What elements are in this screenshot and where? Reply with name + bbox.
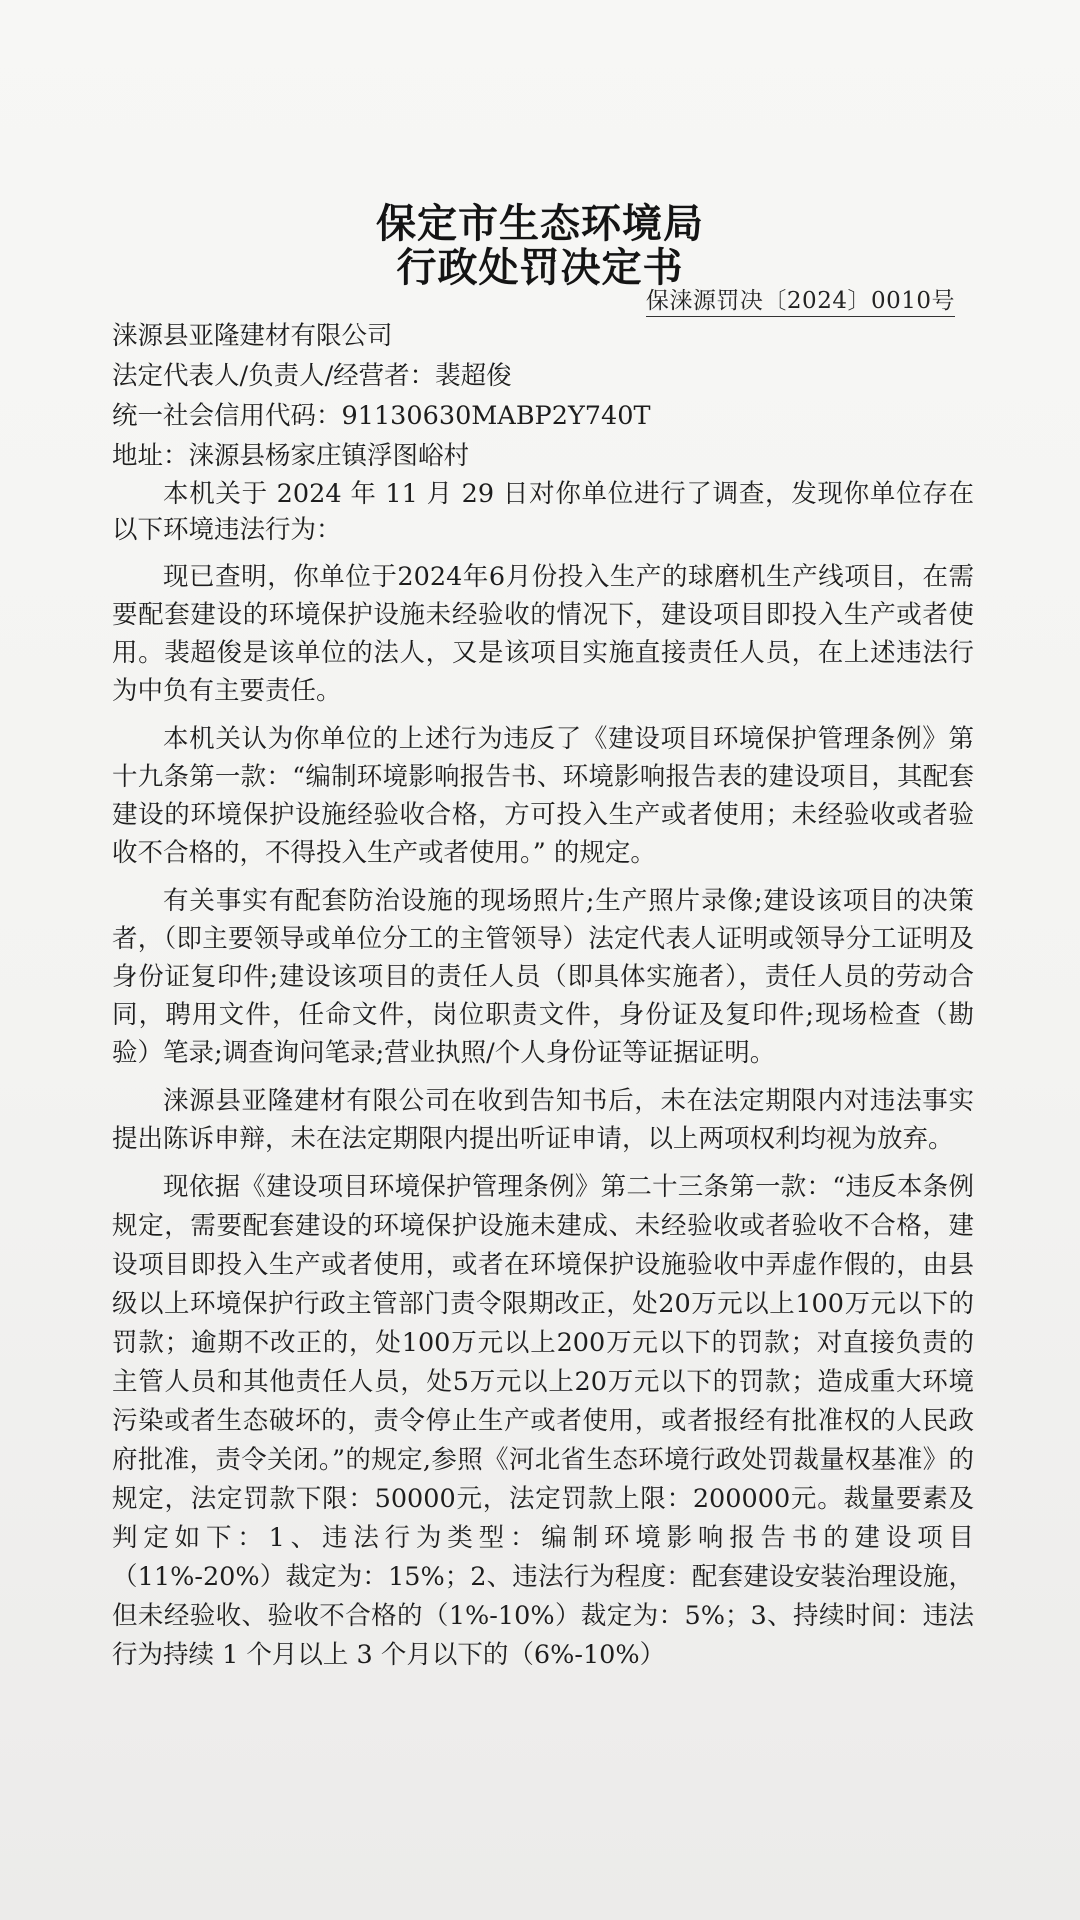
paragraph-evidence: 有关事实有配套防治设施的现场照片;生产照片录像;建设该项目的决策者，（即主要领导或单位分工的主管领导）法定代表人证明或领导分工证明及身份证复印件;建设该项目的责任人员（即具体实施者），责任人员的劳动合同，聘用文件，任命文件，岗位职责文件，身份证及复印件;现场检查（勘验）笔录;调查询问笔录;营业执照/个人身份证等证据证明。 [112,886,974,1068]
document-number: 保涞源罚决〔2024〕0010号 [646,282,955,317]
document-type-title: 行政处罚决定书 [396,245,684,291]
party-credit-code: 统一社会信用代码：91130630MABP2Y740T [112,401,651,431]
document-body [112,316,974,1675]
paragraph-penalty-basis: 现依据《建设项目环境保护管理条例》第二十三条第一款：“违反本条例规定，需要配套建设的环境保护设施未建成、未经验收或者验收不合格，建设项目即投入生产或者使用，或者在环境保护设施验收中弄虚作假的，由县级以上环境保护行政主管部门责令限期改正，处20万元以上100万元以下的罚款；逾期不改正的，处100万元以上200万元以下的罚款；对直接负责的主管人员和其他责任人员，处5万元以上20万元以下的罚款；造成重大环境污染或者生态破坏的，责令停止生产或者使用，或者报经有批准权的人民政府批准，责令关闭。”的规定,参照《河北省生态环境行政处罚裁量权基准》的规定，法定罚款下限：50000元，法定罚款上限：200000元。裁量要素及判定如下：1、违法行为类型：编制环境影响报告书的建设项目（11%-20%）裁定为：15%；2、违法行为程度：配套建设安装治理设施，但未经验收、验收不合格的（1%-10%）裁定为：5%；3、持续时间：违法行为持续 1 个月以上 3 个月以下的（6%-10%） [112,1172,974,1670]
agency-title: 保定市生态环境局 [376,201,704,247]
party-address: 地址：涞源县杨家庄镇浮图峪村 [112,441,470,471]
paragraph-hearing-rights: 涞源县亚隆建材有限公司在收到告知书后，未在法定期限内对违法事实提出陈诉申辩，未在法定期限内提出听证申请，以上两项权利均视为放弃。 [112,1086,974,1154]
paragraph-findings: 现已查明，你单位于2024年6月份投入生产的球磨机生产线项目，在需要配套建设的环境保护设施未经验收的情况下，建设项目即投入生产或者使用。裴超俊是该单位的法人，又是该项目实施直接责任人员，在上述违法行为中负有主要责任。 [112,562,974,706]
paragraph-investigation: 本机关于 2024 年 11 月 29 日对你单位进行了调查，发现你单位存在以下环境违法行为： [112,479,974,545]
paragraph-violated-provision: 本机关认为你单位的上述行为违反了《建设项目环境保护管理条例》第十九条第一款：“编制环境影响报告书、环境影响报告表的建设项目，其配套建设的环境保护设施经验收合格，方可投入生产或者使用；未经验收或者验收不合格的，不得投入生产或者使用。” 的规定。 [112,724,974,868]
party-name: 涞源县亚隆建材有限公司 [112,321,393,351]
party-legal-representative: 法定代表人/负责人/经营者：裴超俊 [112,361,512,391]
